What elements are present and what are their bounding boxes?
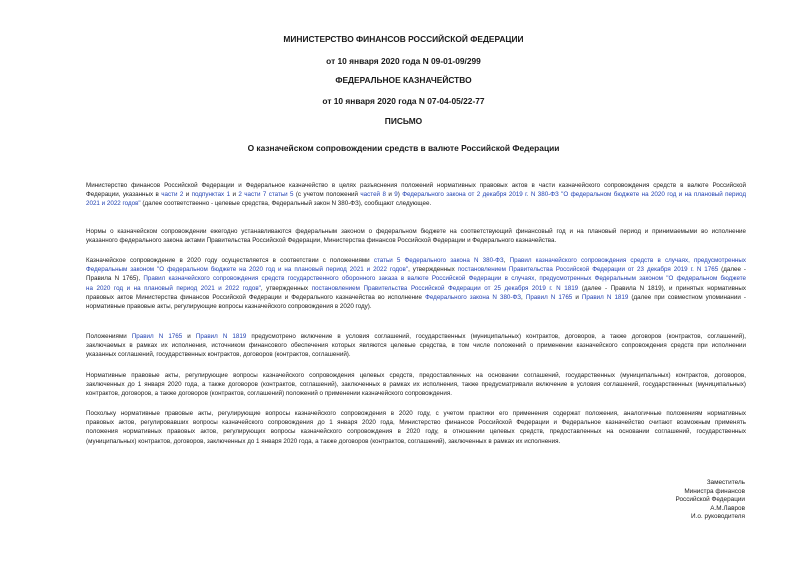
document-subject: О казначейском сопровождении средств в валюте Российской Федерации bbox=[247, 143, 560, 153]
p3-line-4 bbox=[62, 284, 746, 293]
p3-line-5 bbox=[62, 293, 746, 302]
ministry-title: МИНИСТЕРСТВО ФИНАНСОВ РОССИЙСКОЙ ФЕДЕРАЦИИ bbox=[283, 34, 524, 44]
text: (далее соответственно - целевые средства, Федеральный закон N 380-ФЗ), сообщают следующее. bbox=[140, 200, 432, 208]
p5-line-2: заключенных до 1 января 2020 года, а также договоров (контрактов, соглашений), заключенных в рамках их исполнения, также предусматривали включение в условия соглашений, государственных (муниципальных) bbox=[86, 381, 746, 389]
p1-line-3 bbox=[62, 199, 746, 208]
p5-line-3: контрактов, договоров, а также договоров (контрактов, соглашений) положений о применении казначейского сопровождения. bbox=[86, 390, 452, 398]
text: , утвержденных bbox=[408, 266, 458, 274]
signature-name: А.М.Лавров bbox=[710, 504, 745, 512]
p3-line-2 bbox=[62, 265, 746, 274]
link-federal-law-380[interactable]: Федерального закона от 2 декабря 2019 г. N 380-ФЗ "О федеральном бюджете на 2020 год и на плановый период bbox=[402, 191, 746, 199]
text: и bbox=[230, 191, 239, 199]
signature-line-5: И.о. руководителя bbox=[691, 513, 745, 521]
paragraph-2 bbox=[62, 227, 746, 245]
text: и bbox=[572, 293, 582, 301]
p4-line-3: указанных соглашений, государственных контрактов, договоров (контрактов, соглашений). bbox=[86, 351, 351, 359]
paragraph-6 bbox=[62, 409, 746, 446]
p3-line-6: нормативные правовые акты, регулирующие вопросы казначейского сопровождения в 2020 году). bbox=[86, 303, 372, 311]
signature-block bbox=[605, 479, 745, 522]
text: и bbox=[183, 191, 192, 199]
p5-line-1: Нормативные правовые акты, регулирующие вопросы казначейского сопровождения целевых средств, предоставленных на основании соглашений, государственных (муниципальных) контрактов, договоров, bbox=[86, 372, 746, 379]
link-resolution-1819[interactable]: постановлением Правительства Российской Федерации от 25 декабря 2019 г. N 1819 bbox=[311, 284, 579, 292]
document-type: ПИСЬМО bbox=[384, 116, 423, 126]
p6-line-2: правовых актов, регулировавших вопросы казначейского сопровождения до 1 января 2020 года, Министерство финансов Российской Федерации и Федеральное казначейство считают возможным применять bbox=[86, 419, 746, 427]
link-parts-8[interactable]: частей 8 bbox=[360, 191, 386, 199]
text: и bbox=[182, 333, 196, 340]
text: Казначейское сопровождение в 2020 году осуществляется в соответствии с положениями bbox=[86, 257, 374, 264]
text: (далее при совместном упоминании - bbox=[628, 293, 746, 301]
p4-line-1 bbox=[62, 332, 746, 341]
p4-line-2: заключаемых в рамках их исполнения, источником финансового обеспечения которых являются целевые средства, в том числе положений о применении казначейского сопровождения средств при исполнении bbox=[86, 342, 746, 350]
text: Положениями bbox=[86, 333, 132, 340]
link-rules-defense-order-cont[interactable]: на 2020 год и на плановый период 2021 и 2022 годов" bbox=[86, 284, 261, 292]
signature-line-3: Российской Федерации bbox=[675, 496, 745, 504]
link-subparagraphs-1[interactable]: подпунктах 1 bbox=[191, 191, 231, 199]
link-rules-treasury-support[interactable]: Правил казначейского сопровождения средств в случаях, предусмотренных bbox=[509, 257, 746, 264]
p1-line-1: Министерство финансов Российской Федерации и Федеральное казначейство в целях разъяснения положений нормативных правовых актов в части казначейского сопровождения средств в валюте Российской bbox=[86, 182, 746, 189]
p6-line-3: положения нормативных правовых актов, регулирующих вопросы казначейского сопровождения в 2020 году, в отношении целевых средств, предоставленных на основании соглашений, государственных bbox=[86, 428, 746, 436]
text: (с учетом положений bbox=[293, 191, 361, 199]
treasury-date: от 10 января 2020 года N 07-04-05/22-77 bbox=[322, 96, 485, 106]
ministry-date: от 10 января 2020 года N 09-01-09/299 bbox=[326, 56, 481, 66]
p6-line-1: Поскольку нормативные правовые акты, регулирующие вопросы казначейского сопровождения в 2020 году, с учетом практики его применения содержат положения, аналогичные положениям нормативных bbox=[86, 410, 746, 417]
text: , bbox=[503, 257, 510, 264]
link-federal-law-budget[interactable]: Федеральным законом "О федеральном бюджете на 2020 год и на плановый период 2021 и 2022 годов" bbox=[86, 266, 409, 274]
link-rules-1819[interactable]: Правил N 1819 bbox=[195, 333, 247, 340]
p3-line-3 bbox=[62, 274, 746, 283]
p1-line-2 bbox=[62, 190, 746, 199]
link-part-2[interactable]: части 2 bbox=[161, 191, 184, 199]
paragraph-4 bbox=[62, 332, 746, 360]
link-article-5-law-380[interactable]: статьи 5 Федерального закона N 380-ФЗ bbox=[373, 257, 504, 264]
paragraph-3 bbox=[62, 256, 746, 311]
text: (далее - Правила N 1819), и принятых нормативных bbox=[578, 284, 746, 292]
link-resolution-1765[interactable]: постановлением Правительства Российской Федерации от 23 декабря 2019 г. N 1765 bbox=[457, 266, 719, 274]
signature-line-2: Министра финансов bbox=[684, 487, 745, 495]
p2-line-2: указанного федерального закона актами Правительства Российской Федерации, Министерства финансов Российской Федерации и Федерального казначейства. bbox=[86, 237, 557, 245]
link-part-7-article-5[interactable]: 2 части 7 статьи 5 bbox=[238, 191, 294, 199]
text: и bbox=[385, 191, 395, 199]
text: Правила N 1765), bbox=[86, 275, 144, 283]
link-rules-1765[interactable]: Правил N 1765 bbox=[525, 293, 573, 301]
link-federal-law-380-cont[interactable]: 2021 и 2022 годов" bbox=[86, 200, 141, 208]
link-rules-1819[interactable]: Правил N 1819 bbox=[581, 293, 629, 301]
signature-line-1: Заместитель bbox=[706, 479, 745, 486]
text: ) bbox=[397, 191, 403, 199]
paragraph-5 bbox=[62, 371, 746, 399]
text: Федерации, указанных в bbox=[86, 191, 162, 199]
text: , bbox=[521, 293, 526, 301]
p6-line-4: (муниципальных) контрактов, договоров, заключенных до 1 января 2020 года, а также договоров (контрактов, соглашений), заключенных в рамках их исполнения. bbox=[86, 437, 561, 445]
text: правовых актов Министерства финансов Российской Федерации и Федерального казначейства во исполнение bbox=[86, 293, 426, 301]
treasury-title: ФЕДЕРАЛЬНОЕ КАЗНАЧЕЙСТВО bbox=[335, 75, 472, 85]
text: (далее - bbox=[718, 266, 746, 274]
link-rules-defense-order[interactable]: Правил казначейского сопровождения средств государственного оборонного заказа в валюте Российской Федерации в случаях, предусмотренных Федеральным законом "О федеральном бюджете bbox=[143, 275, 747, 283]
paragraph-1 bbox=[62, 181, 746, 209]
link-law-380[interactable]: Федерального закона N 380-ФЗ bbox=[425, 293, 522, 301]
text: , утвержденных bbox=[260, 284, 312, 292]
text: предусмотрено включение в условия соглашений, государственных (муниципальных) контрактов, договоров, а также договоров (контрактов, соглашений), bbox=[246, 333, 747, 340]
link-rules-1765[interactable]: Правил N 1765 bbox=[131, 333, 183, 340]
p3-line-1 bbox=[62, 256, 746, 265]
p2-line-1: Нормы о казначейском сопровождении ежегодно устанавливаются федеральным законом о федеральном бюджете на соответствующий финансовый год и на плановый период и принимаемыми во исполнение bbox=[86, 228, 746, 235]
link-part-9[interactable]: 9 bbox=[394, 191, 398, 199]
